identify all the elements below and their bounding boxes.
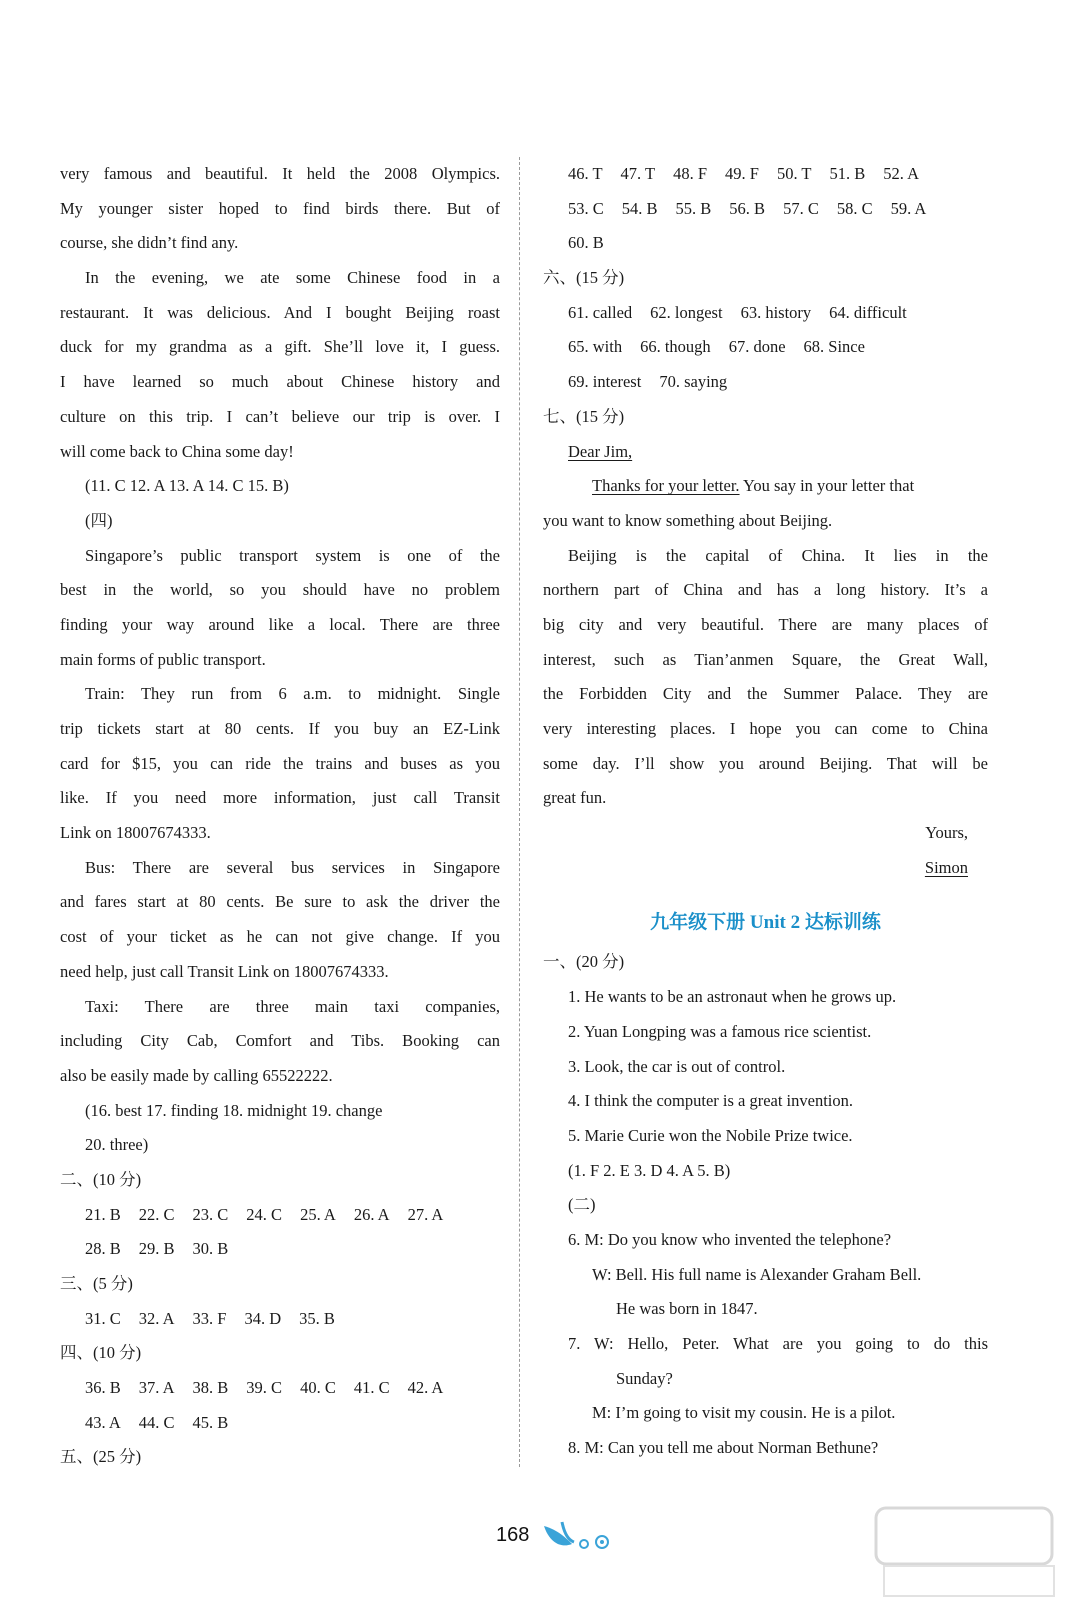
section-6-heading: 六、(15 分) — [543, 268, 625, 288]
answer-item: 64. difficult — [829, 302, 907, 322]
answer-item: 69. interest — [568, 372, 642, 392]
listening-item: Sunday? — [616, 1368, 673, 1388]
text-line: trip tickets start at 80 cents. If you buy an EZ-Link — [60, 719, 500, 738]
answer-item: 29. B — [138, 1239, 175, 1259]
answer-item: 24. C — [246, 1204, 283, 1224]
text-line: culture on this trip. I can’t believe our trip is over. I — [60, 406, 500, 426]
text-line: restaurant. It was delicious. And I bought Beijing roast — [60, 302, 500, 322]
letter-line: great fun. — [543, 788, 607, 808]
letter-signature — [543, 851, 988, 886]
listening-item: 6. M: Do you know who invented the telephone? — [568, 1229, 892, 1249]
section-5-answers-row1 — [543, 157, 988, 192]
section-2-answers-row2 — [60, 1232, 500, 1267]
answer-item: 51. B — [829, 164, 866, 183]
text-line: Link on 18007674333. — [60, 823, 211, 843]
answer-item: 67. done — [728, 337, 786, 357]
text-line: and fares start at 80 cents. Be sure to ask the driver the — [60, 892, 500, 912]
salutation-text: Dear Jim, — [568, 441, 633, 461]
letter-line: the Forbidden City and the Summer Palace. They are — [543, 684, 988, 704]
letter-line: very interesting places. I hope you can come to China — [543, 719, 988, 738]
answer-item: 41. C — [353, 1378, 390, 1398]
section-4-answers-row2 — [60, 1406, 500, 1441]
section-4-heading: 四、(10 分) — [60, 1343, 142, 1363]
answer-item: 32. A — [138, 1308, 175, 1328]
answer-item: 62. longest — [650, 302, 723, 322]
answer-item: 39. C — [246, 1378, 283, 1398]
answer-item: 35. B — [299, 1308, 335, 1328]
answer-item: 21. B — [85, 1204, 121, 1224]
letter-closing: Yours, — [925, 823, 968, 843]
text-line: main forms of public transport. — [60, 649, 266, 669]
section-5-answers-row3 — [543, 226, 988, 261]
answer-item: 52. A — [883, 164, 919, 183]
left-column — [60, 157, 500, 1475]
text-line: I have learned so much about Chinese history and — [60, 372, 500, 392]
letter-line: you want to know something about Beijing. — [543, 510, 833, 530]
answer-item: 22. C — [138, 1204, 175, 1224]
answer-item: 27. A — [407, 1204, 444, 1224]
answer-item: 60. B — [568, 233, 604, 253]
answer-item: 45. B — [192, 1412, 229, 1432]
answer-item: 26. A — [353, 1204, 390, 1224]
text-line: best in the world, so you should have no problem — [60, 580, 500, 600]
answer-item: 25. A — [300, 1204, 336, 1224]
answer-item: 38. B — [192, 1378, 229, 1398]
answer-item: 46. T — [568, 164, 603, 183]
text-line: duck for my grandma as a gift. She’ll love it, I guess. — [60, 337, 500, 357]
answer-item: 53. C — [568, 198, 604, 218]
text-line: finding your way around like a local. There are three — [60, 614, 500, 634]
watermark-logo-icon — [870, 1500, 1060, 1600]
text-line: In the evening, we ate some Chinese food in a — [85, 268, 500, 288]
listening-item: 1. He wants to be an astronaut when he grows up. — [568, 987, 897, 1007]
listening-item: 4. I think the computer is a great invention. — [568, 1091, 854, 1111]
listening-item: (1. F 2. E 3. D 4. A 5. B) — [568, 1160, 731, 1180]
unit-2-title: 九年级下册 Unit 2 达标训练 — [650, 912, 881, 934]
text-line: need help, just call Transit Link on 18007674333. — [60, 961, 389, 981]
answer-item: 30. B — [192, 1239, 229, 1259]
answer-item: 57. C — [783, 198, 819, 218]
answer-item: 44. C — [138, 1412, 175, 1432]
text-line: like. If you need more information, just call Transit — [60, 788, 500, 808]
answers-16-20-line1: (16. best 17. finding 18. midnight 19. change — [85, 1100, 383, 1120]
text-line: Singapore’s public transport system is one of the — [85, 545, 500, 565]
signature-text: Simon — [924, 857, 968, 877]
answer-item: 28. B — [85, 1239, 121, 1259]
text-line: course, she didn’t find any. — [60, 233, 239, 253]
letter-salutation — [543, 435, 988, 470]
letter-line: Beijing is the capital of China. It lies in the — [568, 545, 988, 565]
answer-item: 34. D — [244, 1308, 282, 1328]
answer-item: 37. A — [138, 1378, 175, 1398]
right-column — [543, 157, 988, 1466]
letter-line: some day. I’ll show you around Beijing. That will be — [543, 753, 988, 773]
section-2-answers-row1 — [60, 1198, 500, 1233]
answer-item: 59. A — [890, 198, 927, 218]
answer-item: 23. C — [192, 1204, 229, 1224]
section-5-heading: 五、(25 分) — [60, 1447, 142, 1467]
answer-item: 70. saying — [659, 372, 728, 392]
answer-item: 49. F — [725, 164, 759, 183]
answer-item: 31. C — [85, 1308, 121, 1328]
text-line: including City Cab, Comfort and Tibs. Booking can — [60, 1031, 500, 1051]
section-6-answers-row1 — [543, 296, 988, 331]
answers-11-15: (11. C 12. A 13. A 14. C 15. B) — [85, 476, 289, 496]
listening-item: 2. Yuan Longping was a famous rice scientist. — [568, 1021, 872, 1041]
passage-2 — [60, 539, 500, 1094]
section-3-heading: 三、(5 分) — [60, 1274, 133, 1293]
letter-opening-sentence: Thanks for your letter. — [592, 476, 740, 496]
listening-item: 5. Marie Curie won the Nobile Prize twice. — [568, 1125, 853, 1145]
answer-item: 68. Since — [803, 337, 865, 357]
column-divider — [519, 157, 520, 1467]
section-7-heading: 七、(15 分) — [543, 406, 625, 426]
answer-item: 56. B — [729, 198, 766, 218]
passage-1 — [60, 157, 500, 469]
listening-item: He was born in 1847. — [616, 1299, 758, 1319]
leaf-logo-icon — [540, 1518, 620, 1554]
answer-item: 61. called — [568, 302, 633, 322]
listening-item: 7. W: Hello, Peter. What are you going to do this — [568, 1334, 988, 1353]
answer-item: 55. B — [675, 198, 712, 218]
letter-line: northern part of China and has a long history. It’s a — [543, 580, 988, 600]
section-5-answers-row2 — [543, 192, 988, 227]
section-6-answers-row3 — [543, 365, 988, 400]
text-line: cost of your ticket as he can not give change. If you — [60, 927, 500, 947]
answer-item: 47. T — [620, 164, 656, 183]
listening-item: 8. M: Can you tell me about Norman Bethune? — [568, 1438, 879, 1458]
text-line: Train: They run from 6 a.m. to midnight. Single — [85, 684, 500, 704]
letter-line: interest, such as Tian’anmen Square, the Great Wall, — [543, 649, 988, 669]
section-3-answers-row1 — [60, 1302, 500, 1337]
letter-first-line — [543, 469, 988, 504]
section-4-answers-row1 — [60, 1371, 500, 1406]
text-line: My younger sister hoped to find birds there. But of — [60, 198, 500, 218]
answer-item: 63. history — [740, 302, 812, 322]
answer-item: 58. C — [836, 198, 873, 218]
section-6-answers-row2 — [543, 330, 988, 365]
listening-item: M: I’m going to visit my cousin. He is a pilot. — [592, 1403, 896, 1423]
letter-body — [543, 504, 988, 816]
unit2-items — [543, 980, 988, 1466]
section-2-heading: 二、(10 分) — [60, 1169, 142, 1189]
listening-item: (二) — [568, 1195, 596, 1215]
answer-item: 36. B — [85, 1378, 121, 1398]
answer-item: 42. A — [407, 1378, 444, 1398]
answer-item: 33. F — [192, 1308, 227, 1328]
listening-item: 3. Look, the car is out of control. — [568, 1056, 786, 1076]
answer-item: 50. T — [776, 164, 812, 183]
answer-item: 48. F — [673, 164, 707, 183]
answer-item: 66. though — [640, 337, 711, 357]
text-line: card for $15, you can ride the trains and buses as you — [60, 753, 500, 773]
text-line: Taxi: There are three main taxi companies, — [85, 996, 500, 1016]
letter-first-line-rest: You say in your letter that — [739, 476, 915, 496]
letter-line: big city and very beautiful. There are many places of — [543, 614, 988, 634]
text-line: Bus: There are several bus services in Singapore — [85, 857, 500, 877]
text-line: will come back to China some day! — [60, 441, 294, 461]
answer-item: 54. B — [621, 198, 658, 218]
answers-16-20-line2: 20. three) — [85, 1135, 149, 1155]
answer-item: 40. C — [300, 1378, 336, 1398]
unit2-section-1-heading: 一、(20 分) — [543, 952, 625, 972]
answer-item: 43. A — [85, 1412, 121, 1432]
text-line: also be easily made by calling 65522222. — [60, 1065, 333, 1085]
answer-item: 65. with — [568, 337, 623, 357]
part-4-label: (四) — [85, 510, 113, 530]
listening-item: W: Bell. His full name is Alexander Graham Bell. — [592, 1264, 922, 1284]
page-number: 168 — [496, 1524, 530, 1546]
text-line: very famous and beautiful. It held the 2008 Olympics. — [60, 164, 500, 183]
